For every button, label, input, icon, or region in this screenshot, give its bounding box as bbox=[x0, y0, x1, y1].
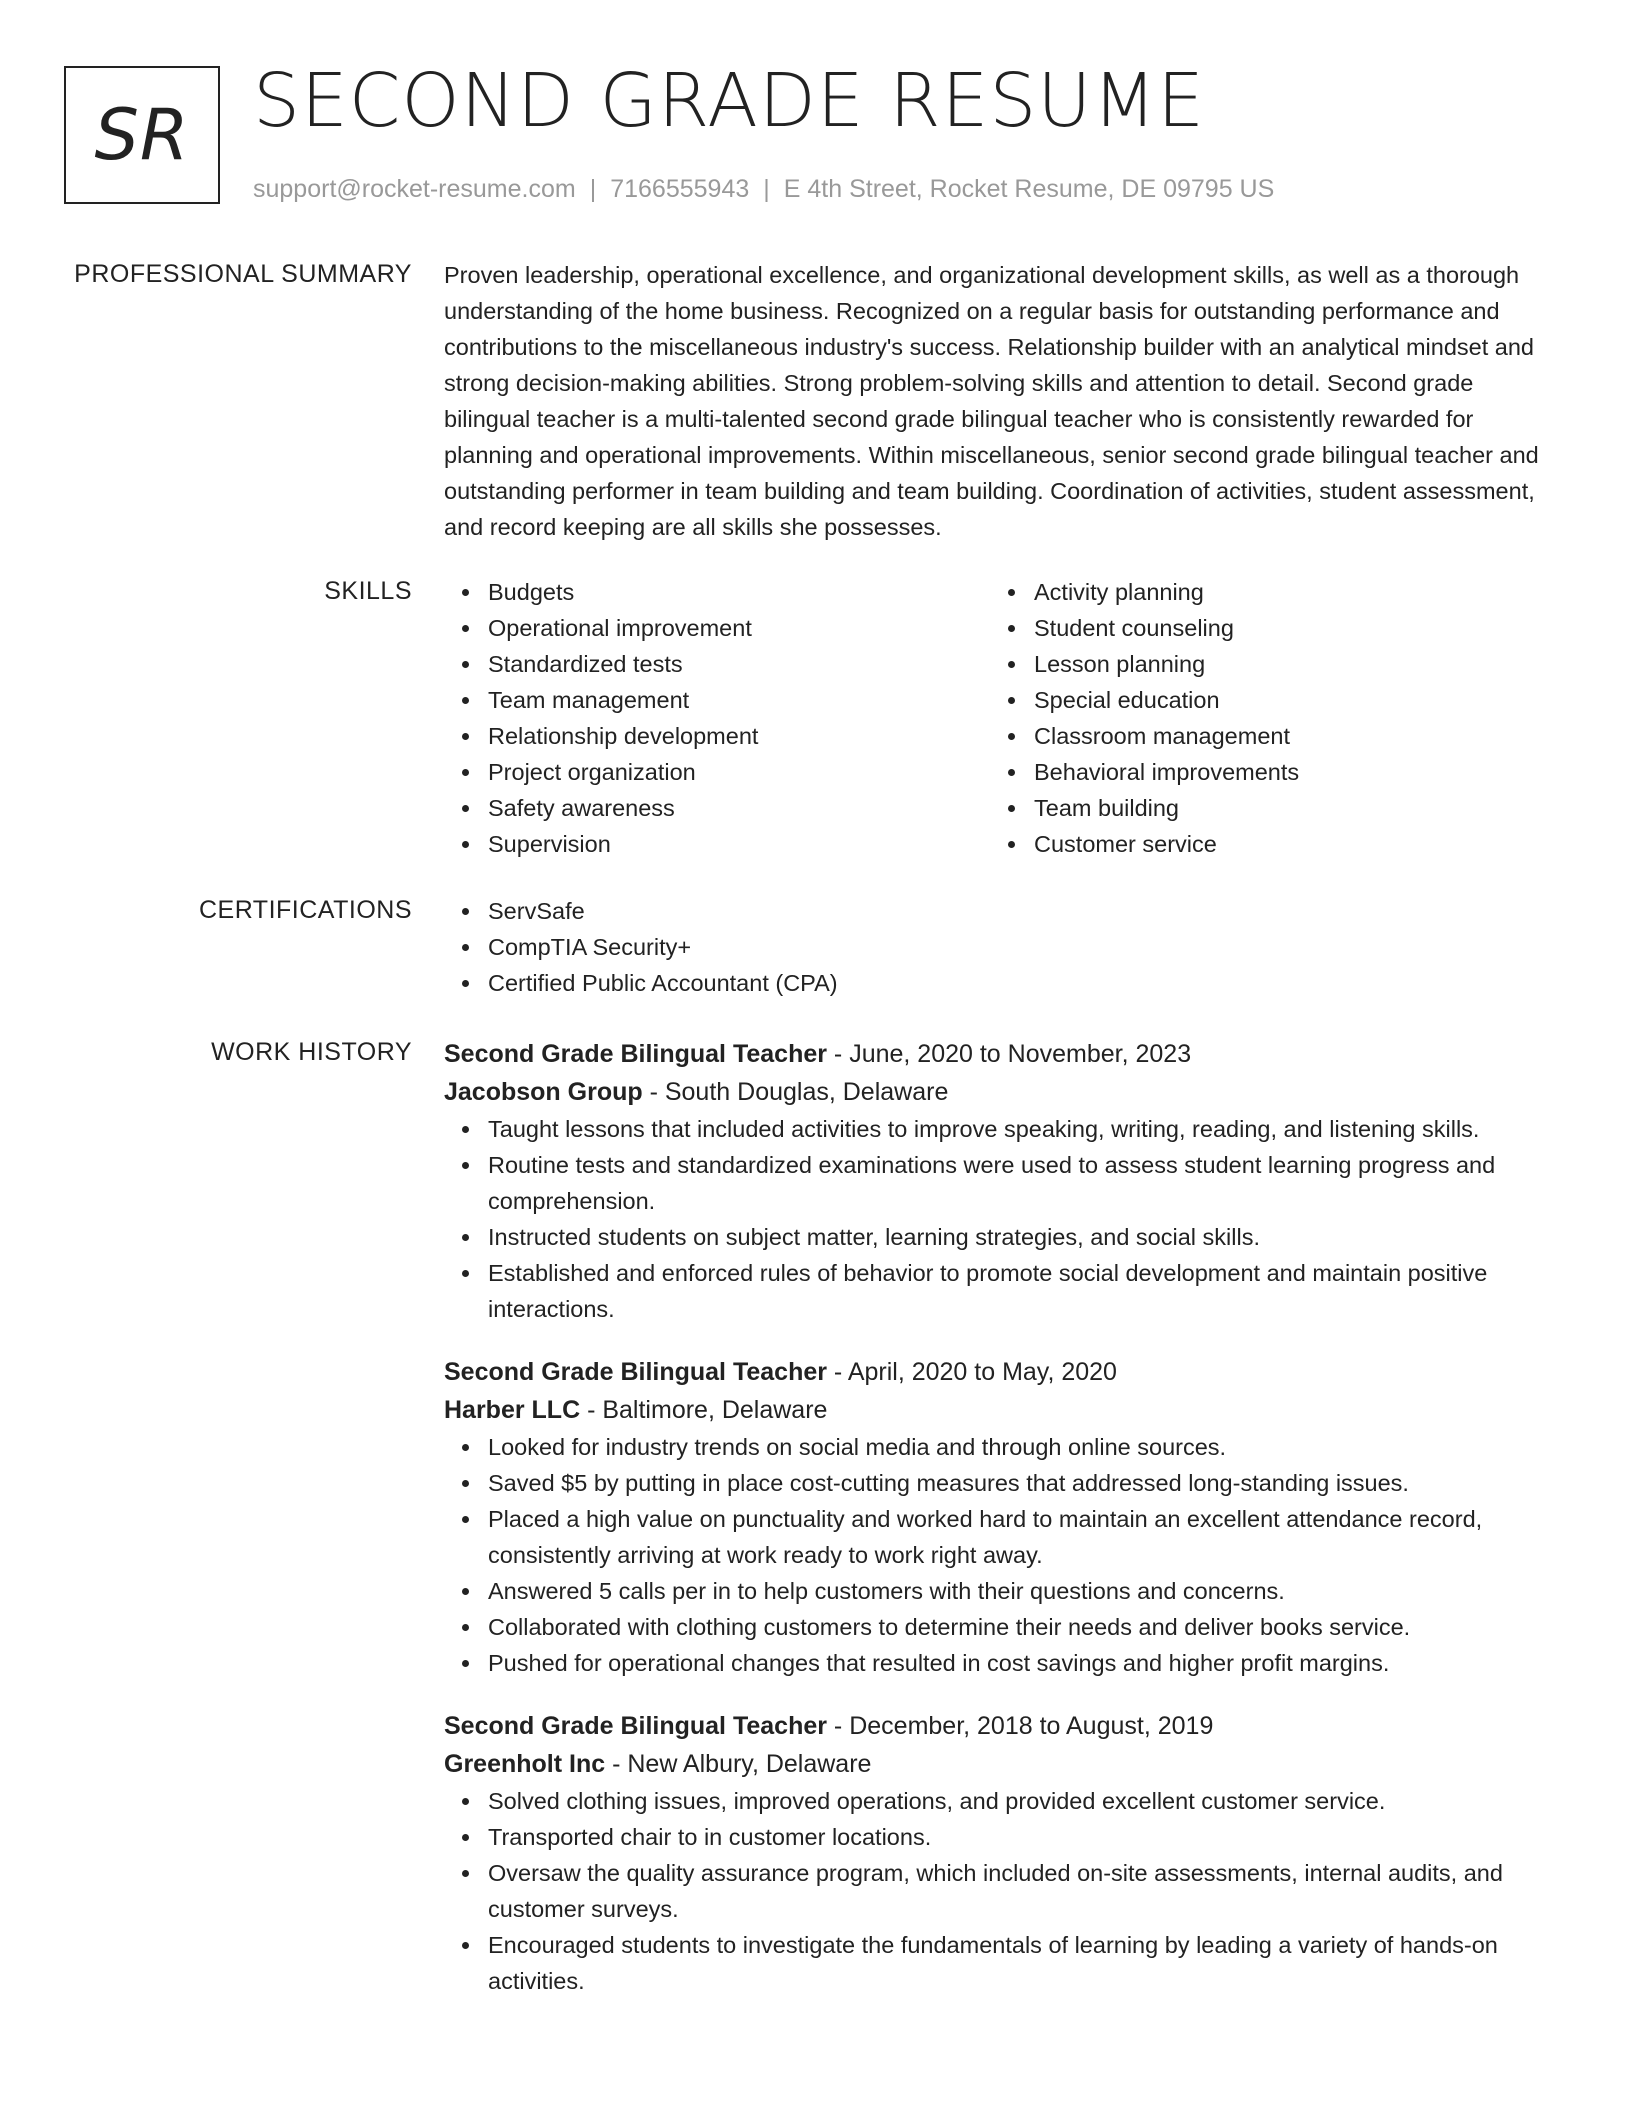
certifications-list bbox=[444, 893, 1560, 1001]
contact-separator: | bbox=[763, 175, 770, 203]
list-item: Certified Public Accountant (CPA) bbox=[444, 965, 1560, 1001]
list-item: Routine tests and standardized examinations were used to assess student learning progress and comprehension. bbox=[444, 1147, 1560, 1219]
list-item: Operational improvement bbox=[444, 610, 990, 646]
certifications-heading: CERTIFICATIONS bbox=[198, 896, 412, 924]
certifications-body bbox=[444, 893, 1560, 1001]
list-item: Pushed for operational changes that resulted in cost savings and higher profit margins. bbox=[444, 1645, 1560, 1681]
list-item: Collaborated with clothing customers to determine their needs and deliver books service. bbox=[444, 1609, 1560, 1645]
job-company: Greenholt Inc bbox=[444, 1750, 606, 1778]
job-duties-list bbox=[444, 1429, 1560, 1681]
list-item: Saved $5 by putting in place cost-cutting measures that addressed long-standing issues. bbox=[444, 1465, 1560, 1501]
monogram-box bbox=[64, 66, 220, 204]
list-item: Student counseling bbox=[990, 610, 1536, 646]
job-entry bbox=[444, 1035, 1560, 1327]
list-item: Special education bbox=[990, 682, 1536, 718]
job-role: Second Grade Bilingual Teacher bbox=[444, 1712, 827, 1740]
list-item: Transported chair to in customer locations. bbox=[444, 1819, 1560, 1855]
skills-list-right bbox=[990, 574, 1536, 862]
summary-heading: PROFESSIONAL SUMMARY bbox=[74, 260, 412, 288]
contact-separator: | bbox=[589, 175, 597, 203]
job-duties-list bbox=[444, 1111, 1560, 1327]
job-entry bbox=[444, 1707, 1560, 1999]
list-item: CompTIA Security+ bbox=[444, 929, 1560, 965]
list-item: ServSafe bbox=[444, 893, 1560, 929]
contact-line bbox=[253, 172, 1274, 206]
job-entry bbox=[444, 1353, 1560, 1681]
list-item: Relationship development bbox=[444, 718, 990, 754]
list-item: Supervision bbox=[444, 826, 990, 862]
job-location: - Baltimore, Delaware bbox=[580, 1396, 828, 1424]
contact-address: E 4th Street, Rocket Resume, DE 09795 US bbox=[783, 175, 1275, 203]
job-location: - South Douglas, Delaware bbox=[642, 1078, 949, 1106]
work-history-heading: WORK HISTORY bbox=[211, 1038, 412, 1066]
job-role: Second Grade Bilingual Teacher bbox=[444, 1040, 827, 1068]
list-item: Activity planning bbox=[990, 574, 1536, 610]
list-item: Behavioral improvements bbox=[990, 754, 1536, 790]
job-role: Second Grade Bilingual Teacher bbox=[444, 1358, 827, 1386]
skills-heading: SKILLS bbox=[324, 577, 412, 605]
list-item: Answered 5 calls per in to help customers with their questions and concerns. bbox=[444, 1573, 1560, 1609]
job-dates: - April, 2020 to May, 2020 bbox=[826, 1358, 1117, 1386]
job-duties-list bbox=[444, 1783, 1560, 1999]
job-company-line bbox=[444, 1391, 1560, 1429]
list-item: Project organization bbox=[444, 754, 990, 790]
list-item: Looked for industry trends on social media and through online sources. bbox=[444, 1429, 1560, 1465]
list-item: Classroom management bbox=[990, 718, 1536, 754]
job-company-line bbox=[444, 1073, 1560, 1111]
job-dates: - June, 2020 to November, 2023 bbox=[826, 1040, 1192, 1068]
list-item: Safety awareness bbox=[444, 790, 990, 826]
list-item: Team building bbox=[990, 790, 1536, 826]
list-item: Encouraged students to investigate the fundamentals of learning by leading a variety of hands-on activities. bbox=[444, 1927, 1560, 1999]
work-history-body bbox=[444, 1035, 1560, 2025]
list-item: Established and enforced rules of behavior to promote social development and maintain positive interactions. bbox=[444, 1255, 1560, 1327]
job-company: Harber LLC bbox=[444, 1396, 581, 1424]
summary-body bbox=[444, 257, 1560, 545]
job-title-line bbox=[444, 1707, 1560, 1745]
list-item: Solved clothing issues, improved operations, and provided excellent customer service. bbox=[444, 1783, 1560, 1819]
skills-list-left bbox=[444, 574, 990, 862]
job-location: - New Albury, Delaware bbox=[605, 1750, 872, 1778]
list-item: Oversaw the quality assurance program, which included on-site assessments, internal audits, and customer surveys. bbox=[444, 1855, 1560, 1927]
job-title-line bbox=[444, 1353, 1560, 1391]
list-item: Instructed students on subject matter, learning strategies, and social skills. bbox=[444, 1219, 1560, 1255]
job-company-line bbox=[444, 1745, 1560, 1783]
job-dates: - December, 2018 to August, 2019 bbox=[826, 1712, 1214, 1740]
skills-body bbox=[444, 574, 1560, 862]
job-title-line bbox=[444, 1035, 1560, 1073]
list-item: Placed a high value on punctuality and worked hard to maintain an excellent attendance record, consistently arriving at work ready to work right away. bbox=[444, 1501, 1560, 1573]
list-item: Budgets bbox=[444, 574, 990, 610]
summary-text: Proven leadership, operational excellence, and organizational development skills, as well as a thorough understanding of the home business. Recognized on a regular basis for outstanding performance and contributions to the miscellaneous industry's success. Relationship builder with an analytical mindset and strong decision-making abilities. Strong problem-solving skills and attention to detail. Second grade bilingual teacher is a multi-talented second grade bilingual teacher who is consistently rewarded for planning and operational improvements. Within miscellaneous, senior second grade bilingual teacher and outstanding performer in team building and team building. Coordination of activities, student assessment, and record keeping are all skills she possesses. bbox=[444, 262, 1539, 540]
list-item: Team management bbox=[444, 682, 990, 718]
list-item: Standardized tests bbox=[444, 646, 990, 682]
list-item: Customer service bbox=[990, 826, 1536, 862]
monogram-initials: SR bbox=[94, 94, 190, 176]
resume-title: SECOND GRADE RESUME bbox=[253, 58, 1206, 144]
contact-phone: 7166555943 bbox=[610, 175, 750, 203]
job-company: Jacobson Group bbox=[444, 1078, 643, 1106]
list-item: Taught lessons that included activities to improve speaking, writing, reading, and listening skills. bbox=[444, 1111, 1560, 1147]
list-item: Lesson planning bbox=[990, 646, 1536, 682]
contact-email: support@rocket-resume.com bbox=[253, 175, 576, 203]
